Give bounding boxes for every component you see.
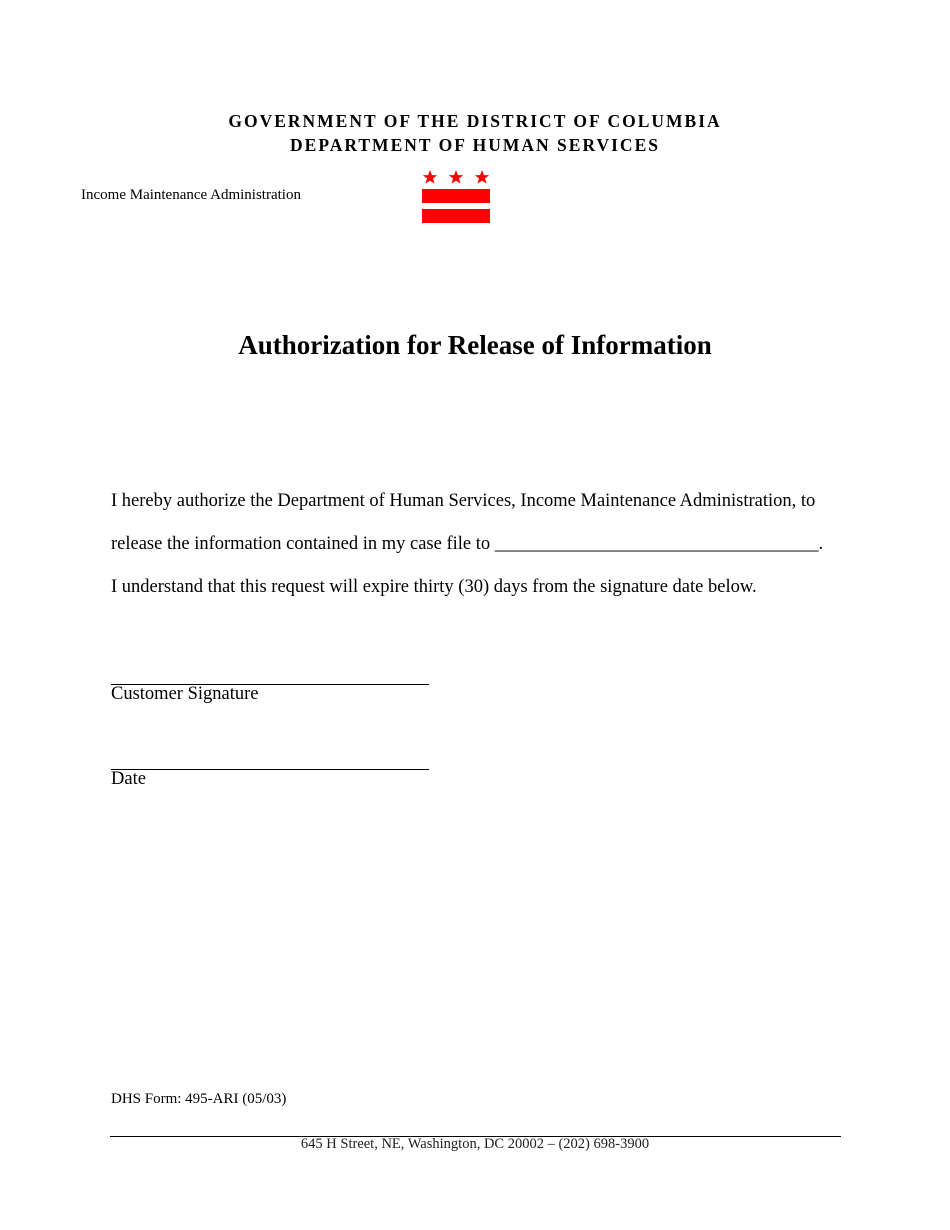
flag-star-left [423, 170, 437, 184]
flag-bar-bottom [422, 209, 490, 223]
form-title: Authorization for Release of Information [238, 330, 712, 360]
date-line[interactable] [111, 769, 429, 770]
date-label: Date [111, 769, 146, 789]
authorization-text-line-1: I hereby authorize the Department of Human Services, Income Maintenance Administration, to [111, 491, 816, 511]
authorization-text-line-2: release the information contained in my case file to ___________________________________. [111, 534, 824, 554]
department-heading: DEPARTMENT OF HUMAN SERVICES [290, 135, 660, 155]
dc-flag-logo-icon [420, 168, 492, 226]
form-identifier: DHS Form: 495-ARI (05/03) [111, 1091, 287, 1107]
flag-bar-top [422, 189, 490, 203]
government-heading: GOVERNMENT OF THE DISTRICT OF COLUMBIA [228, 111, 722, 131]
signature-label: Customer Signature [111, 684, 259, 704]
authorization-text-line-3: I understand that this request will expire thirty (30) days from the signature date below. [111, 577, 757, 597]
footer-address: 645 H Street, NE, Washington, DC 20002 – (202) 698-3900 [300, 1136, 650, 1152]
flag-star-center [449, 170, 463, 184]
flag-star-right [475, 170, 489, 184]
administration-name: Income Maintenance Administration [81, 187, 301, 203]
